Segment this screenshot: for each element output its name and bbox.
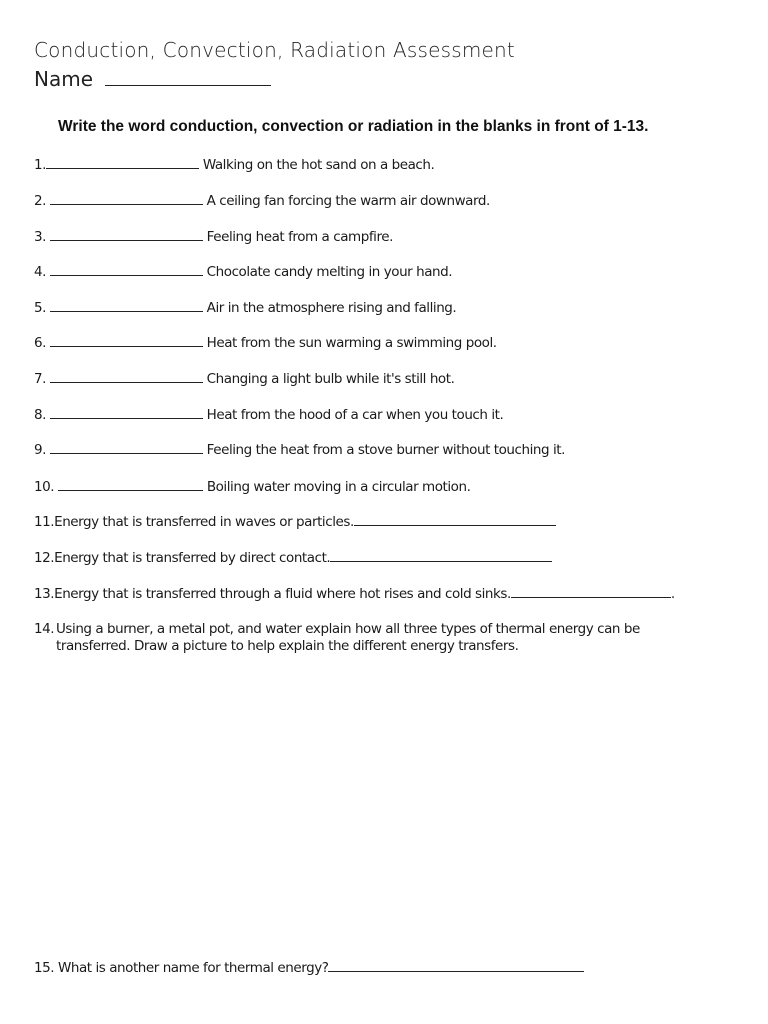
- question-text: Energy that is transferred in waves or particles.: [54, 514, 354, 530]
- question-text: Feeling heat from a campfire.: [206, 229, 393, 245]
- answer-blank[interactable]: [50, 228, 203, 241]
- question-number: 14.: [34, 621, 55, 637]
- question-number: 10.: [34, 479, 55, 495]
- question-14: [34, 621, 734, 655]
- question-8: [34, 406, 503, 423]
- answer-blank[interactable]: [50, 406, 203, 419]
- instructions: Write the word conduction, convection or radiation in the blanks in front of 1-13.: [58, 118, 649, 135]
- question-3: [34, 228, 393, 245]
- question-text: Heat from the sun warming a swimming pool.: [206, 335, 497, 351]
- question-text: Changing a light bulb while it's still hot.: [206, 371, 455, 387]
- name-field-row: [34, 67, 271, 91]
- question-10: [34, 478, 470, 495]
- answer-blank[interactable]: [50, 263, 203, 276]
- question-text: Heat from the hood of a car when you touch it.: [206, 407, 504, 423]
- answer-blank[interactable]: [58, 478, 203, 491]
- question-number: 4.: [34, 264, 46, 280]
- question-text: Walking on the hot sand on a beach.: [202, 157, 435, 173]
- question-13: [34, 585, 675, 602]
- question-number: 13.: [34, 586, 55, 602]
- question-text: Air in the atmosphere rising and falling.: [206, 300, 457, 316]
- question-number: 11.: [34, 514, 55, 530]
- drawing-area[interactable]: [34, 665, 734, 945]
- question-15: [34, 959, 584, 976]
- question-text: Boiling water moving in a circular motion.: [206, 479, 471, 495]
- answer-blank[interactable]: [46, 156, 199, 169]
- answer-blank[interactable]: [330, 549, 552, 562]
- question-5: [34, 299, 456, 316]
- question-number: 7.: [34, 371, 46, 387]
- question-text: Feeling the heat from a stove burner without touching it.: [206, 442, 565, 458]
- question-1: [34, 156, 434, 173]
- question-text-line-2: transferred. Draw a picture to help explain the different energy transfers.: [56, 638, 519, 654]
- name-label: Name: [34, 67, 94, 91]
- question-text: Energy that is transferred through a fluid where hot rises and cold sinks.: [54, 586, 511, 602]
- question-11: [34, 513, 556, 530]
- question-number: 12.: [34, 550, 55, 566]
- question-number: 3.: [34, 229, 46, 245]
- answer-blank[interactable]: [50, 370, 203, 383]
- page-title: Conduction, Convection, Radiation Assessment: [34, 38, 515, 62]
- name-blank[interactable]: [105, 69, 271, 86]
- question-text-line-1: Using a burner, a metal pot, and water explain how all three types of thermal energy can be: [56, 621, 640, 637]
- question-2: [34, 192, 490, 209]
- question-number: 1.: [34, 157, 46, 173]
- question-text: A ceiling fan forcing the warm air downward.: [206, 193, 490, 209]
- answer-blank[interactable]: [50, 192, 203, 205]
- question-text: Chocolate candy melting in your hand.: [206, 264, 453, 280]
- answer-blank[interactable]: [50, 441, 203, 454]
- question-6: [34, 334, 497, 351]
- question-text: Energy that is transferred by direct contact.: [54, 550, 331, 566]
- question-12: [34, 549, 552, 566]
- question-number: 2.: [34, 193, 46, 209]
- question-suffix: .: [670, 586, 675, 602]
- answer-blank[interactable]: [50, 334, 203, 347]
- question-7: [34, 370, 454, 387]
- answer-blank[interactable]: [328, 959, 584, 972]
- question-number: 15.: [34, 960, 55, 976]
- question-number: 5.: [34, 300, 46, 316]
- question-number: 9.: [34, 442, 46, 458]
- answer-blank[interactable]: [354, 513, 556, 526]
- answer-blank[interactable]: [50, 299, 203, 312]
- question-number: 6.: [34, 335, 46, 351]
- question-9: [34, 441, 565, 458]
- answer-blank[interactable]: [511, 585, 671, 598]
- question-text: What is another name for thermal energy?: [57, 960, 329, 976]
- question-4: [34, 263, 452, 280]
- question-number: 8.: [34, 407, 46, 423]
